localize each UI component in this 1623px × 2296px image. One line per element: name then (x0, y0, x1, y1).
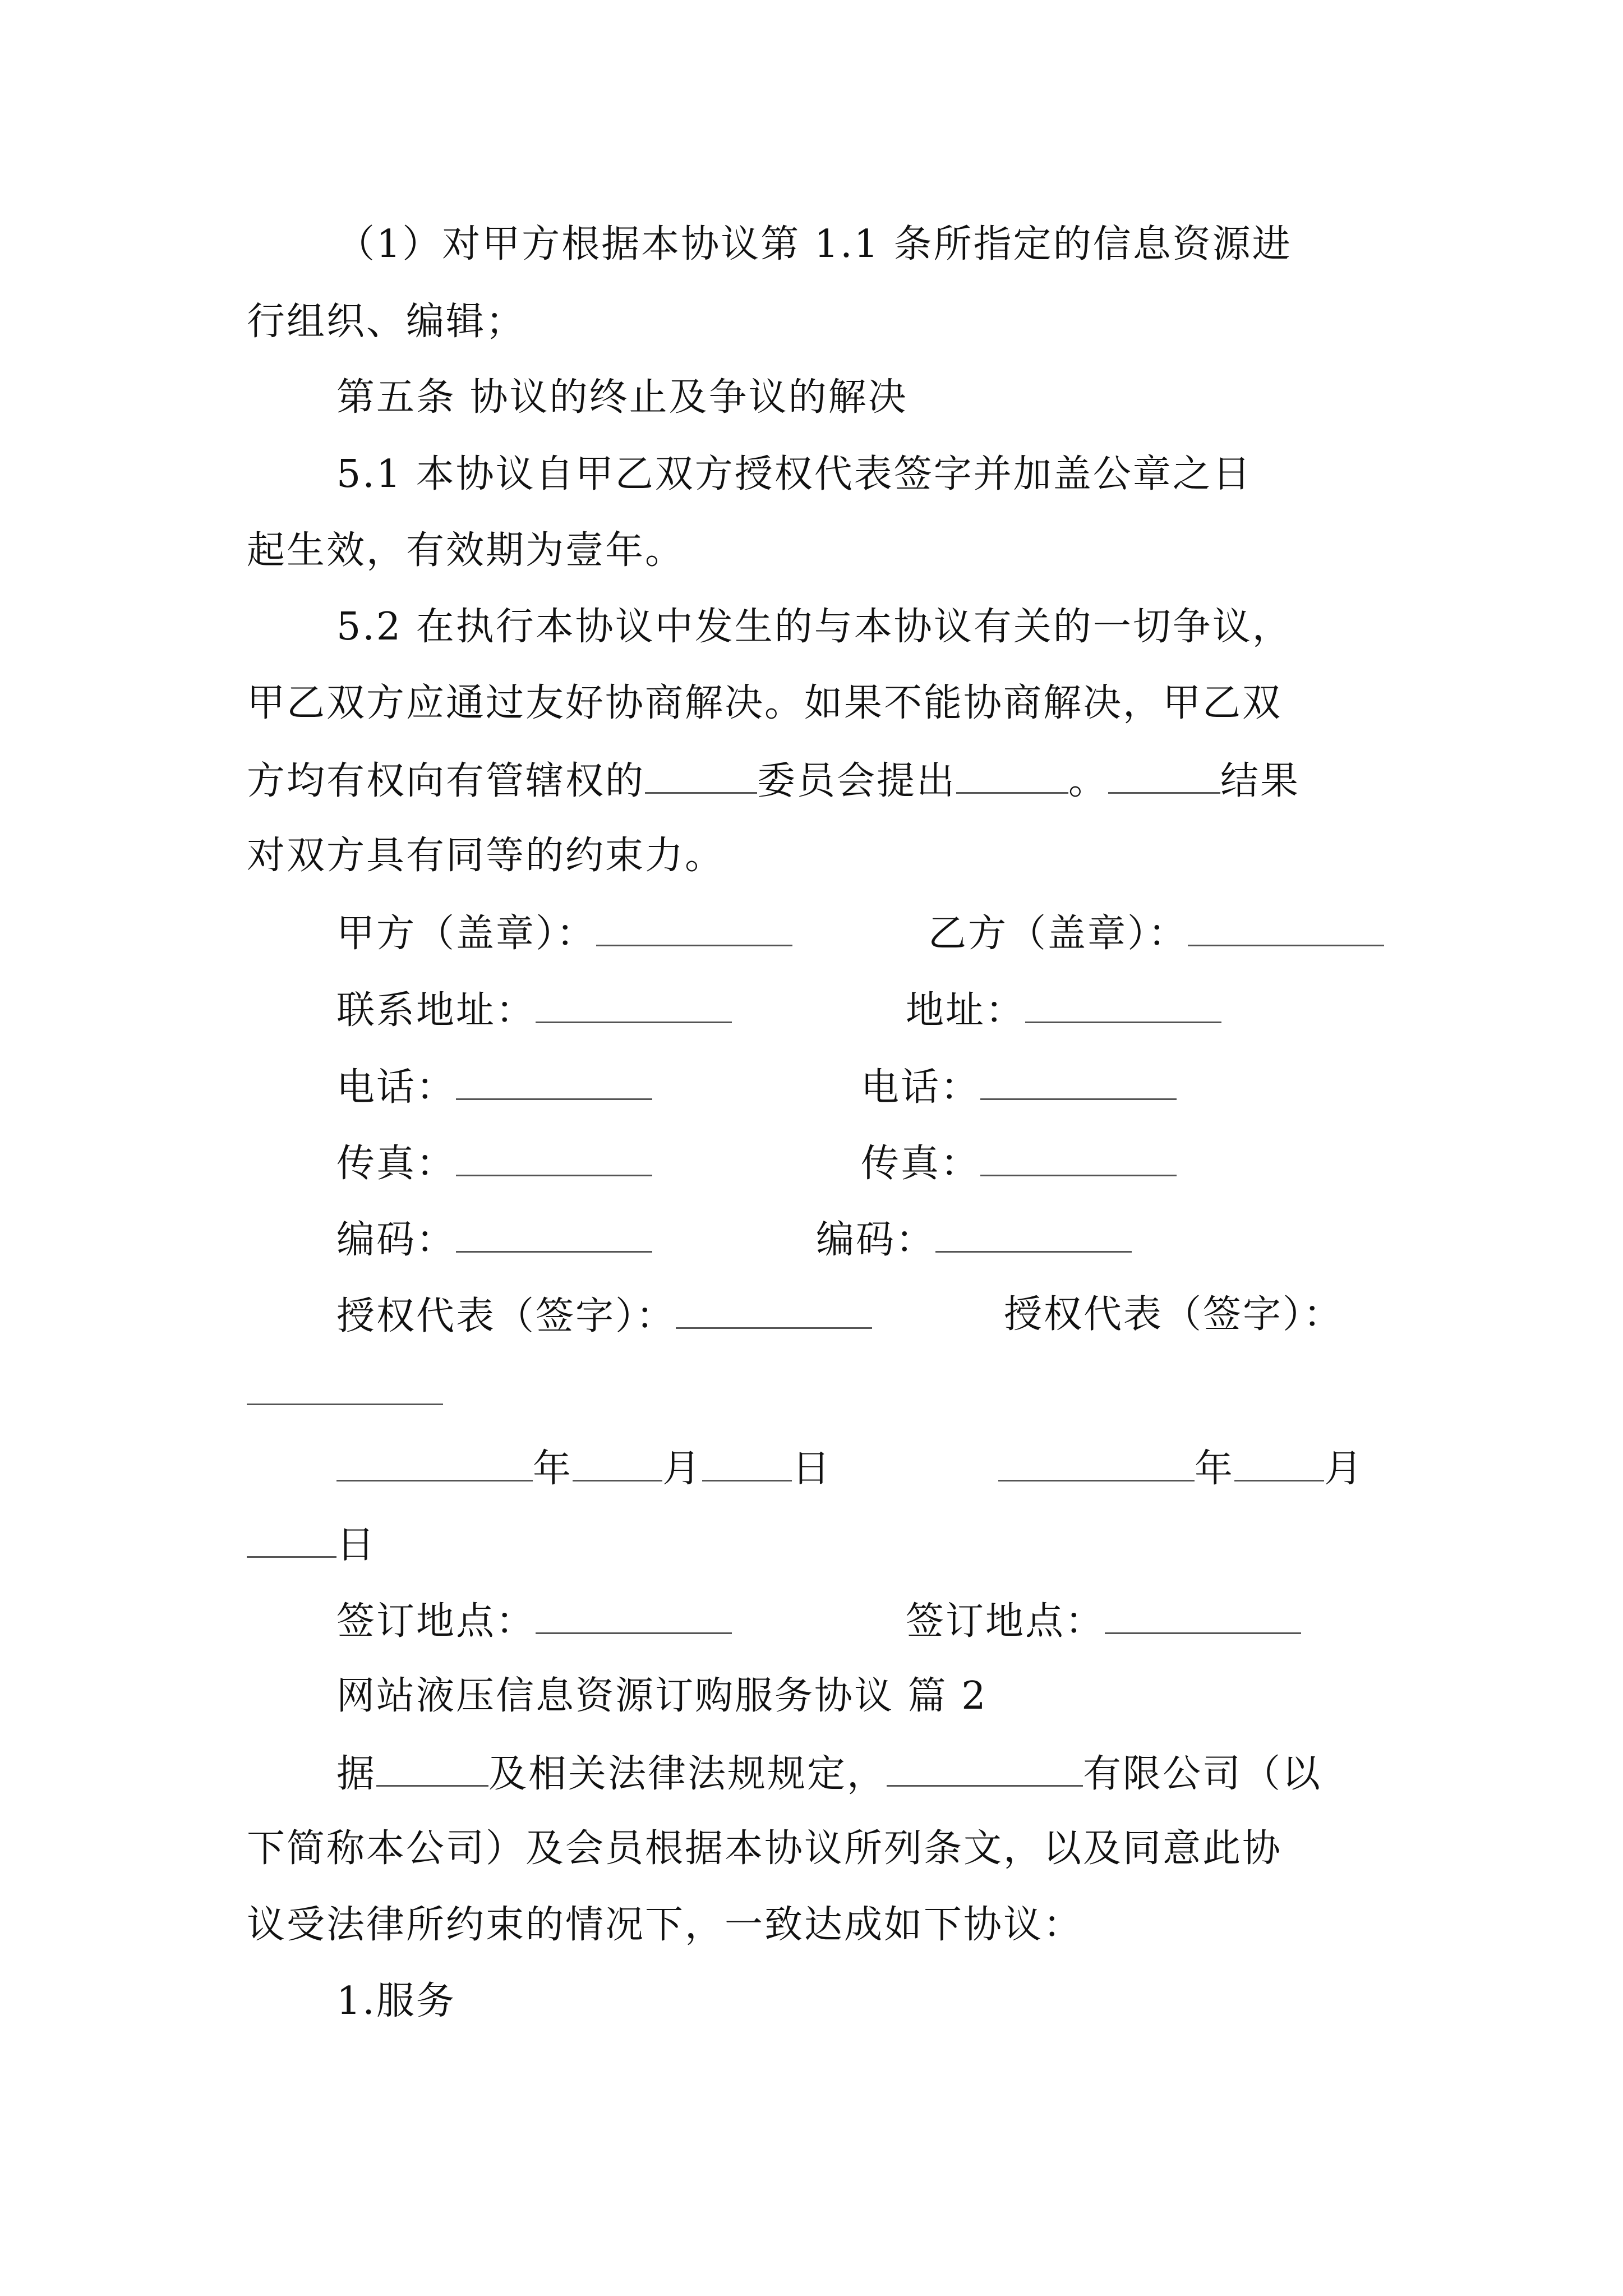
intro-line-1 (336, 1752, 1322, 1796)
date-a-year-field[interactable] (336, 1448, 533, 1481)
phone-b-row (861, 1065, 1177, 1110)
date-a-month-label: 月 (662, 1447, 703, 1491)
party-a-seal-field[interactable] (596, 913, 792, 946)
clause-5-2-line-4: 对双方具有同等的约束力。 (247, 834, 725, 878)
rep-a-field[interactable] (676, 1296, 872, 1329)
contact-address-row (336, 988, 732, 1033)
intro-text-a: 据 (336, 1752, 377, 1796)
blank-field[interactable] (956, 761, 1068, 794)
date-b-day-field[interactable] (247, 1525, 336, 1558)
party-a-seal-label: 甲方（盖章）： (336, 912, 597, 956)
phone-a-row (336, 1065, 652, 1110)
clause-5-2-text-d: 结果 (1220, 759, 1301, 803)
clause-5-1-line-2: 起生效，有效期为壹年。 (247, 528, 685, 573)
code-a-row (336, 1218, 652, 1262)
place-b-field[interactable] (1105, 1601, 1301, 1634)
code-a-label: 编码： (336, 1218, 457, 1262)
date-b-year-field[interactable] (998, 1448, 1195, 1481)
fax-a-label: 传真： (336, 1142, 457, 1186)
part-2-title: 网站液压信息资源订购服务协议 篇 2 (336, 1674, 988, 1718)
fax-b-field[interactable] (980, 1143, 1177, 1176)
date-a-day-label: 日 (792, 1447, 832, 1491)
date-b-year-label: 年 (1195, 1447, 1235, 1491)
place-a-row (336, 1599, 732, 1644)
rep-b-field[interactable] (247, 1372, 443, 1405)
rep-b-field-row (247, 1372, 443, 1412)
intro-text-b: 及相关法律法规规定， (488, 1752, 887, 1796)
code-b-label: 编码： (816, 1218, 936, 1262)
contact-address-label: 联系地址： (336, 988, 536, 1033)
place-b-row (906, 1599, 1301, 1644)
blank-field[interactable] (645, 761, 757, 794)
clause-5-2-line-2: 甲乙双方应通过友好协商解决。如果不能协商解决，甲乙双 (247, 681, 1283, 725)
party-b-seal-field[interactable] (1188, 913, 1384, 946)
fax-a-row (336, 1142, 652, 1186)
clause-5-2-text-a: 方均有权向有管辖权的 (247, 759, 645, 803)
code-b-field[interactable] (935, 1220, 1132, 1253)
rep-a-label: 授权代表（签字）： (336, 1294, 676, 1338)
contact-address-field[interactable] (536, 990, 732, 1023)
code-b-row (816, 1218, 1132, 1262)
blank-field[interactable] (376, 1754, 488, 1787)
intro-line-2: 下简称本公司）及会员根据本协议所列条文，以及同意此协 (247, 1826, 1283, 1871)
phone-b-field[interactable] (980, 1067, 1177, 1100)
article-5-heading: 第五条 协议的终止及争议的解决 (336, 375, 908, 420)
clause-5-2-line-3 (247, 759, 1301, 803)
date-b-month-label: 月 (1324, 1447, 1364, 1491)
clause-item-1-line-1: （1）对甲方根据本协议第 1.1 条所指定的信息资源进 (336, 222, 1292, 266)
fax-b-label: 传真： (861, 1142, 981, 1186)
clause-5-1-line-1: 5.1 本协议自甲乙双方授权代表签字并加盖公章之日 (336, 452, 1252, 496)
blank-field[interactable] (1108, 761, 1220, 794)
date-b-day-label: 日 (336, 1523, 377, 1567)
party-b-seal-row (928, 912, 1384, 956)
address-label: 地址： (906, 988, 1026, 1033)
rep-b-label: 授权代表（签字）： (1004, 1292, 1344, 1337)
clause-5-2-text-c: 。 (1068, 759, 1109, 803)
intro-line-3: 议受法律所约束的情况下，一致达成如下协议： (247, 1903, 1083, 1947)
fax-b-row (861, 1142, 1177, 1186)
date-a-year-label: 年 (533, 1447, 573, 1491)
phone-a-field[interactable] (456, 1067, 652, 1100)
address-row (906, 988, 1221, 1033)
party-a-seal-row (336, 912, 792, 956)
phone-b-label: 电话： (861, 1065, 981, 1110)
clause-item-1-line-2: 行组织、编辑； (247, 300, 526, 344)
code-a-field[interactable] (456, 1220, 652, 1253)
fax-a-field[interactable] (456, 1143, 652, 1176)
date-b-month-field[interactable] (1234, 1448, 1324, 1481)
rep-a-row (336, 1296, 872, 1336)
date-b-row (998, 1447, 1364, 1491)
place-a-field[interactable] (536, 1601, 732, 1634)
rep-b-row (1004, 1292, 1344, 1337)
company-name-field[interactable] (887, 1754, 1083, 1787)
place-b-label: 签订地点： (906, 1599, 1105, 1644)
date-b-day-row (247, 1525, 376, 1565)
date-row (336, 1447, 832, 1491)
date-a-month-field[interactable] (573, 1448, 662, 1481)
intro-text-c: 有限公司（以 (1083, 1752, 1322, 1796)
section-1-heading: 1.服务 (336, 1979, 456, 2023)
clause-5-2-text-b: 委员会提出 (757, 759, 957, 803)
date-a-day-field[interactable] (702, 1448, 792, 1481)
phone-a-label: 电话： (336, 1065, 457, 1110)
clause-5-2-line-1: 5.2 在执行本协议中发生的与本协议有关的一切争议， (336, 605, 1292, 649)
place-a-label: 签订地点： (336, 1599, 536, 1644)
party-b-seal-label: 乙方（盖章）： (928, 912, 1188, 956)
address-field[interactable] (1025, 990, 1221, 1023)
